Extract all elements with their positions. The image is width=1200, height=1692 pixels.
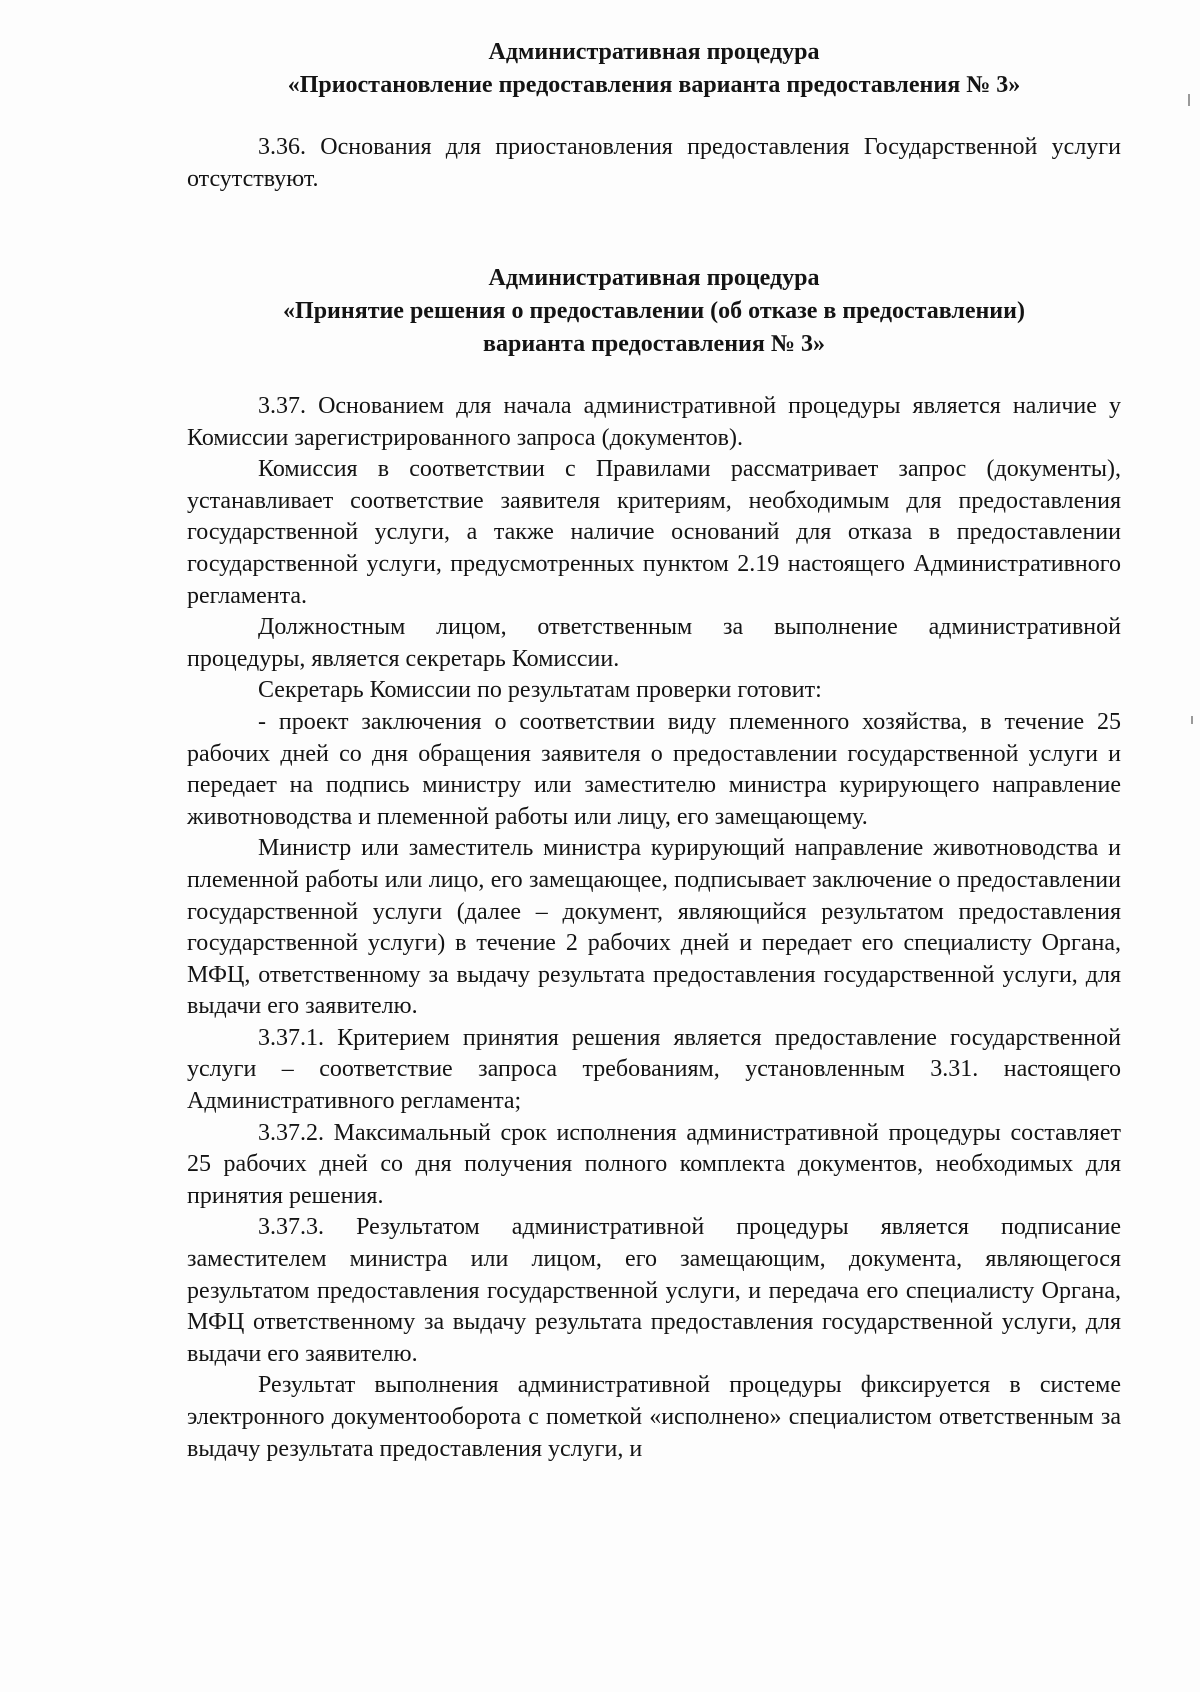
paragraph-3-37: 3.37. Основанием для начала административной процедуры является наличие у Комиссии зарегистрированного запроса (документов). bbox=[187, 393, 1121, 451]
paragraph-3-37-3: 3.37.3. Результатом административной процедуры является подписание заместителем министра или лицом, его замещающим, документа, являющегося результатом предоставления государственной услуги, и передача его специалисту Органа, МФЦ ответственному за выдачу результата предоставления государственной услуги, для выдачи его заявителю. bbox=[187, 1214, 1121, 1367]
paragraph-secretary: Секретарь Комиссии по результатам проверки готовит: bbox=[258, 677, 822, 704]
section1-heading-line1: Административная процедура bbox=[488, 39, 820, 65]
section2-heading-line2: «Принятие решения о предоставлении (об отказе в предоставлении) bbox=[283, 298, 1025, 324]
paragraph-official: Должностным лицом, ответственным за выполнение административной процедуры, является секретарь Комиссии. bbox=[187, 614, 1121, 672]
paragraph-3-37-2: 3.37.2. Максимальный срок исполнения административной процедуры составляет 25 рабочих дней со дня получения полного комплекта документов, необходимых для принятия решения. bbox=[187, 1119, 1121, 1209]
scan-mark bbox=[1191, 716, 1193, 724]
paragraph-3-36: 3.36. Основания для приостановления предоставления Государственной услуги отсутствуют. bbox=[187, 134, 1121, 192]
scan-mark bbox=[1188, 94, 1190, 106]
paragraph-result: Результат выполнения административной процедуры фиксируется в системе электронного документооборота с пометкой «исполнено» специалистом ответственным за выдачу результата предоставления услуги, и bbox=[187, 1372, 1121, 1462]
section1-heading-line2: «Приостановление предоставления варианта предоставления № 3» bbox=[287, 72, 1021, 98]
paragraph-draft-conclusion: - проект заключения о соответствии виду племенного хозяйства, в течение 25 рабочих дней со дня обращения заявителя о предоставлении государственной услуги и передает на подпись министру или заместителю министра курирующего направление животноводства и племенной работы или лицу, его замещающему. bbox=[187, 708, 1121, 830]
section2-heading-line1: Административная процедура bbox=[488, 265, 820, 291]
section1-body bbox=[187, 132, 1121, 195]
paragraph-minister: Министр или заместитель министра курирующий направление животноводства и племенной работы или лицо, его замещающее, подписывает заключение о предоставлении государственной услуги (далее – документ, являющийся результатом предоставления государственной услуги) в течение 2 рабочих дней и передает его специалисту Органа, МФЦ, ответственному за выдачу результата предоставления государственной услуги, для выдачи его заявителю. bbox=[187, 835, 1121, 1020]
paragraph-3-37-1: 3.37.1. Критерием принятия решения является предоставление государственной услуги – соответствие запроса требованиям, установленным 3.31. настоящего Административного регламента; bbox=[187, 1024, 1121, 1115]
section1-heading bbox=[187, 36, 1121, 102]
section2-body bbox=[187, 391, 1121, 1465]
section2-heading bbox=[187, 262, 1121, 361]
section2-heading-line3: варианта предоставления № 3» bbox=[483, 331, 825, 357]
paragraph-commission: Комиссия в соответствии с Правилами рассматривает запрос (документы), устанавливает соответствие заявителя критериям, необходимым для предоставления государственной услуги, а также наличие оснований для отказа в предоставлении государственной услуги, предусмотренных пунктом 2.19 настоящего Административного регламента. bbox=[187, 456, 1121, 609]
